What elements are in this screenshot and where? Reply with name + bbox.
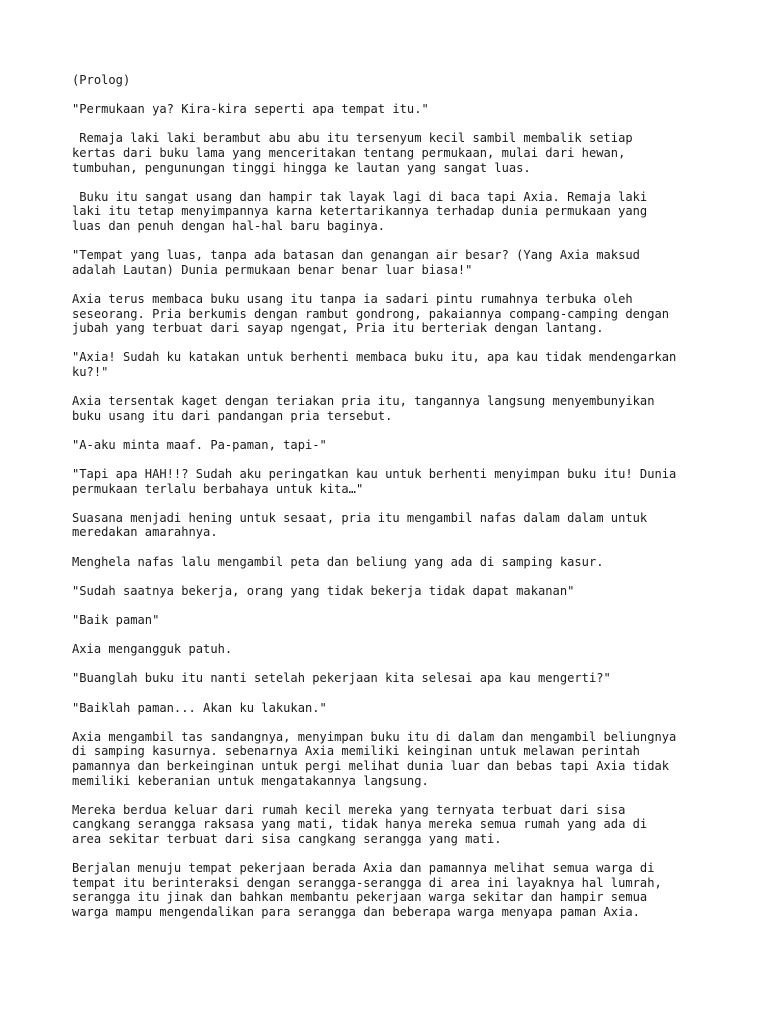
paragraph: Mereka berdua keluar dari rumah kecil mereka yang ternyata terbuat dari sisa cangkang serangga raksasa yang mati, tidak hanya mereka semua rumah yang ada di area sekitar terbuat dari sisa cangkang serangga yang mati.: [72, 802, 648, 846]
paragraph: Axia mengambil tas sandangnya, menyimpan buku itu di dalam dan mengambil beliungnya di samping kasurnya. sebenarnya Axia memiliki keinginan untuk melawan perintah pamannya dan berkeinginan untuk pergi melihat dunia luar dan bebas tapi Axia tidak memiliki keberanian untuk mengatakannya langsung.: [72, 729, 677, 788]
document-page: [72, 73, 712, 934]
paragraph: Suasana menjadi hening untuk sesaat, pria itu mengambil nafas dalam dalam untuk meredakan amarahnya.: [72, 510, 648, 540]
paragraph: "Sudah saatnya bekerja, orang yang tidak bekerja tidak dapat makanan": [72, 583, 575, 598]
paragraph: Menghela nafas lalu mengambil peta dan beliung yang ada di samping kasur.: [72, 554, 604, 569]
paragraph: Axia tersentak kaget dengan teriakan pria itu, tangannya langsung menyembunyikan buku usang itu dari pandangan pria tersebut.: [72, 394, 655, 423]
paragraph: "Buanglah buku itu nanti setelah pekerjaan kita selesai apa kau mengerti?": [72, 671, 611, 686]
paragraph: "Permukaan ya? Kira-kira seperti apa tempat itu.": [72, 102, 429, 117]
paragraph: Axia mengangguk patuh.: [72, 642, 233, 657]
paragraph: "Axia! Sudah ku katakan untuk berhenti membaca buku itu, apa kau tidak mendengarkan ku?!": [72, 350, 677, 379]
paragraph: Buku itu sangat usang dan hampir tak layak lagi di baca tapi Axia. Remaja laki laki itu tetap menyimpannya karna ketertarikannya terhadap dunia permukaan yang luas dan penuh dengan hal-hal baru baginya.: [72, 189, 648, 233]
prolog-heading: (Prolog): [72, 73, 131, 87]
paragraph: "Baiklah paman... Akan ku lakukan.": [72, 700, 327, 715]
paragraph: Berjalan menuju tempat pekerjaan berada Axia dan pamannya melihat semua warga di tempat itu berinteraksi dengan serangga-serangga di area ini layaknya hal lumrah, serangga itu jinak dan bahkan membantu pekerjaan warga sekitar dan hampir semua warga mampu mengendalikan para serangga dan beberapa warga menyapa paman Axia.: [72, 861, 662, 919]
paragraph: Axia terus membaca buku usang itu tanpa ia sadari pintu rumahnya terbuka oleh seseorang. Pria berkumis dengan rambut gondrong, pakaiannya compang-camping dengan jubah yang terbuat dari sayap ngengat, Pria itu berteriak dengan lantang.: [72, 291, 670, 336]
paragraph: "Baik paman": [72, 612, 160, 627]
paragraph: "A-aku minta maaf. Pa-paman, tapi-": [72, 437, 327, 452]
paragraph: "Tapi apa HAH!!? Sudah aku peringatkan kau untuk berhenti menyimpan buku itu! Dunia permukaan terlalu berbahaya untuk kita…": [72, 467, 677, 496]
paragraph: Remaja laki laki berambut abu abu itu tersenyum kecil sambil membalik setiap kertas dari buku lama yang menceritakan tentang permukaan, mulai dari hewan, tumbuhan, pengunungan tinggi hingga ke lautan yang sangat luas.: [72, 131, 633, 175]
paragraph: "Tempat yang luas, tanpa ada batasan dan genangan air besar? (Yang Axia maksud adalah Lautan) Dunia permukaan benar benar luar biasa!": [72, 248, 640, 277]
